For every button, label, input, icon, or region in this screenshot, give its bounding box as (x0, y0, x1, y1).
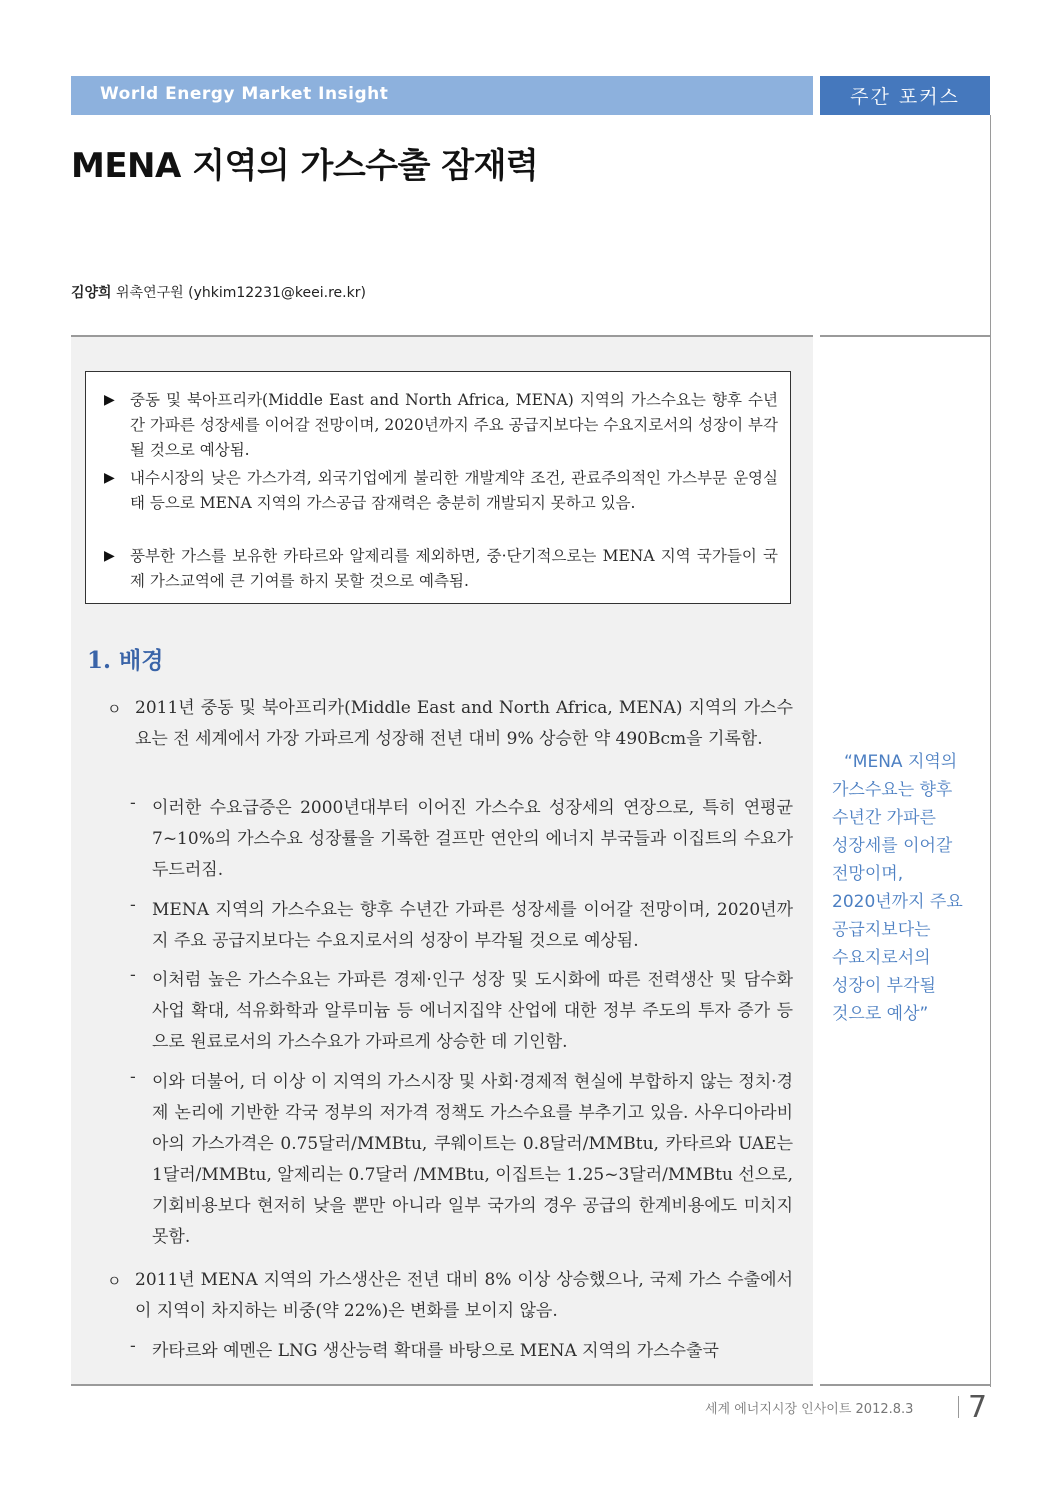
footer-separator (958, 1396, 959, 1418)
pull-quote-line: 성장세를 이어갈 (832, 836, 953, 856)
section-tag: 주간 포커스 (820, 76, 990, 115)
section-heading: 1. 배경 (87, 647, 164, 674)
pull-quote-line: 수년간 가파른 (832, 808, 936, 828)
author-role: 위촉연구원 (116, 285, 184, 301)
article-title: MENA 지역의 가스수출 잠재력 (71, 146, 539, 186)
pull-quote-line: 수요지로서의 (832, 948, 931, 968)
pull-quote-line: 공급지보다는 (832, 920, 931, 940)
pull-quote-line: 가스수요는 향후 (832, 780, 953, 800)
body-paragraph: 2011년 중동 및 북아프리카(Middle East and North Africa, MENA) 지역의 가스수요는 전 세계에서 가장 가파르게 성장해 전년 대비 9% 상승한 약 490Bcm을 기록함. (135, 698, 793, 749)
body-paragraph: 이러한 수요급증은 2000년대부터 이어진 가스수요 성장세의 연장으로, 특히 연평균 7~10%의 가스수요 성장률을 기록한 걸프만 연안의 에너지 부국들과 이집트의 수요가 두드러짐. (152, 798, 793, 880)
summary-item (104, 466, 778, 516)
dash-bullet-icon: - (130, 1336, 136, 1356)
right-divider (990, 115, 991, 1387)
pull-quote-line: 성장이 부각될 (832, 976, 936, 996)
page-number: 7 (968, 1390, 988, 1425)
summary-box (85, 371, 791, 604)
footer-publication: 세계 에너지시장 인사이트 2012.8.3 (705, 1402, 914, 1417)
divider (71, 1384, 813, 1386)
pull-quote (832, 748, 982, 1028)
summary-item (104, 388, 778, 463)
summary-text: 내수시장의 낮은 가스가격, 외국기업에게 불리한 개발계약 조건, 관료주의적인 가스부문 운영실태 등으로 MENA 지역의 가스공급 잠재력은 충분히 개발되지 못하고 있음. (130, 469, 778, 512)
divider (820, 335, 990, 337)
body-paragraph: 이처럼 높은 가스수요는 가파른 경제·인구 성장 및 도시화에 따른 전력생산 및 담수화 사업 확대, 석유화학과 알루미늄 등 에너지집약 산업에 대한 정부 주도의 투자 증가 등으로 원료로서의 가스수요가 가파르게 상승한 데 기인함. (152, 970, 793, 1052)
circle-bullet-icon: ㅇ (107, 1272, 122, 1290)
summary-text: 중동 및 북아프리카(Middle East and North Africa, MENA) 지역의 가스수요는 향후 수년간 가파른 성장세를 이어갈 전망이며, 2020년까지 주요 공급지보다는 수요지로서의 성장이 부각될 것으로 예상됨. (130, 391, 778, 459)
triangle-bullet-icon: ▶ (104, 548, 115, 564)
author-email[interactable]: (yhkim12231@keei.re.kr) (188, 285, 366, 301)
dash-bullet-icon: - (130, 1067, 136, 1087)
body-paragraph: MENA 지역의 가스수요는 향후 수년간 가파른 성장세를 이어갈 전망이며, 2020년까지 주요 공급지보다는 수요지로서의 성장이 부각될 것으로 예상됨. (152, 900, 793, 951)
dash-bullet-icon: - (130, 793, 136, 813)
body-paragraph: 2011년 MENA 지역의 가스생산은 전년 대비 8% 이상 상승했으나, 국제 가스 수출에서 이 지역이 차지하는 비중(약 22%)은 변화를 보이지 않음. (135, 1270, 793, 1321)
circle-bullet-icon: ㅇ (107, 700, 122, 718)
dash-bullet-icon: - (130, 965, 136, 985)
pull-quote-line: 2020년까지 주요 (832, 892, 963, 912)
author-name: 김양희 (71, 285, 112, 301)
body-paragraph: 이와 더불어, 더 이상 이 지역의 가스시장 및 사회·경제적 현실에 부합하지 않는 정치·경제 논리에 기반한 각국 정부의 저가격 정책도 가스수요를 부추기고 있음. 사우디아라비아의 가스가격은 0.75달러/MMBtu, 쿠웨이트는 0.8달러/MMBtu, 카타르와 UAE는 1달러/MMBtu, 알제리는 0.7달러 /MMBtu, 이집트는 1.25~3달러/MMBtu 선으로, 기회비용보다 현저히 낮을 뿐만 아니라 일부 국가의 경우 공급의 한계비용에도 미치지 못함. (152, 1072, 794, 1247)
summary-item (104, 544, 778, 594)
author-line (71, 282, 366, 302)
body-paragraph: 카타르와 예멘은 LNG 생산능력 확대를 바탕으로 MENA 지역의 가스수출국 (152, 1341, 719, 1361)
pull-quote-line: 것으로 예상” (832, 1004, 929, 1024)
pull-quote-line: 전망이며, (832, 864, 904, 884)
triangle-bullet-icon: ▶ (104, 392, 115, 408)
divider (820, 1384, 990, 1386)
pull-quote-line: “MENA 지역의 (844, 752, 958, 772)
header-title: World Energy Market Insight (100, 84, 389, 104)
summary-text: 풍부한 가스를 보유한 카타르와 알제리를 제외하면, 중·단기적으로는 MENA 지역 국가들이 국제 가스교역에 큰 기여를 하지 못할 것으로 예측됨. (130, 547, 778, 590)
dash-bullet-icon: - (130, 895, 136, 915)
triangle-bullet-icon: ▶ (104, 470, 115, 486)
